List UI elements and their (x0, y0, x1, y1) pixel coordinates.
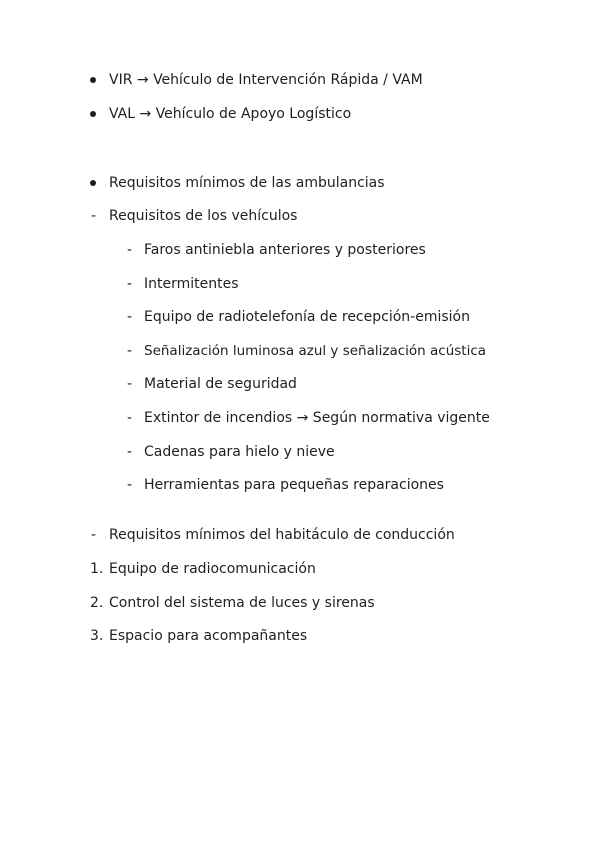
dash-marker: - (127, 276, 133, 292)
number-marker: 3. (90, 628, 104, 644)
list-item-text: VIR → Vehículo de Intervención Rápida / VAM (109, 72, 423, 88)
list-item-text: Cadenas para hielo y nieve (144, 444, 335, 460)
number-marker: 1. (90, 561, 104, 577)
vehicle-heading-text: Requisitos de los vehículos (109, 208, 298, 224)
bullet-icon (90, 77, 96, 83)
numbered-item-text: Control del sistema de luces y sirenas (109, 595, 375, 611)
numbered-item-text: Espacio para acompañantes (109, 628, 308, 644)
dash-marker: - (127, 309, 133, 325)
numbered-item-text: Equipo de radiocomunicación (109, 561, 316, 577)
section-title-text: Requisitos mínimos de las ambulancias (109, 175, 385, 191)
dash-marker: - (91, 208, 97, 224)
dash-marker: - (127, 376, 133, 392)
list-item-text: Equipo de radiotelefonía de recepción-emisión (144, 309, 470, 325)
number-marker: 2. (90, 595, 104, 611)
dash-marker: - (127, 242, 133, 258)
list-item-text: Extintor de incendios → Según normativa vigente (144, 410, 490, 426)
list-item-text: Intermitentes (144, 276, 239, 292)
cabin-heading-text: Requisitos mínimos del habitáculo de conducción (109, 527, 455, 543)
dash-marker: - (127, 444, 133, 460)
list-item-text: VAL → Vehículo de Apoyo Logístico (109, 106, 352, 122)
dash-marker: - (127, 410, 133, 426)
dash-marker: - (127, 343, 133, 359)
bullet-icon (90, 180, 96, 186)
dash-marker: - (91, 527, 97, 543)
dash-marker: - (127, 477, 133, 493)
list-item-text: Faros antiniebla anteriores y posteriores (144, 242, 426, 258)
list-item-text: Material de seguridad (144, 376, 297, 392)
list-item-text: Herramientas para pequeñas reparaciones (144, 477, 444, 493)
bullet-icon (90, 111, 96, 117)
list-item-text: Señalización luminosa azul y señalización acústica (144, 343, 487, 359)
